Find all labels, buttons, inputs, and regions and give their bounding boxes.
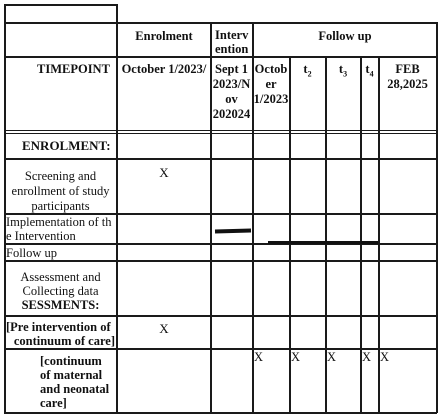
grid-line: [4, 22, 437, 24]
grid-line: [4, 315, 437, 317]
grid-line: [4, 412, 437, 414]
intervention-date-4: 202024: [212, 107, 251, 121]
intervention-date-3: ov: [225, 92, 238, 106]
screening-line2: enrollment of study: [11, 184, 110, 198]
enrolment-header: Enrolment: [135, 29, 193, 43]
screening-line3: participants: [31, 199, 90, 213]
implementation-line2: e Intervention: [6, 229, 76, 243]
grid-line: [4, 158, 437, 160]
grid-line: [4, 130, 437, 131]
intervention-period-bar: [215, 229, 251, 234]
screening-mark: X: [159, 165, 169, 180]
implementation-line1: Implementation of th: [6, 215, 112, 229]
t2-subscript: 2: [307, 69, 312, 79]
continuum-line2: of maternal: [40, 368, 103, 382]
t4-subscript: 4: [369, 69, 374, 79]
followup-date-1: Octob: [254, 62, 288, 76]
assessments-heading: SESSMENTS:: [21, 298, 100, 312]
intervention-date-2: 2023/N: [212, 77, 251, 91]
t3-label: t: [338, 62, 344, 76]
timepoint-t4: [361, 62, 378, 82]
enrolment-heading: ENROLMENT:: [22, 138, 111, 153]
grid-line: [4, 133, 437, 134]
final-date-1: FEB: [395, 62, 420, 76]
continuum-line4: care]: [40, 396, 67, 410]
screening-line1: Screening and: [24, 169, 97, 183]
pre-intervention-line1: [Pre intervention of: [6, 320, 111, 334]
continuum-mark-t3: X: [327, 350, 337, 364]
t2-label: t: [303, 62, 308, 76]
grid-line: [116, 4, 118, 22]
pre-intervention-line2: continuum of care]: [13, 334, 115, 348]
final-date-2: 28,2025: [387, 77, 428, 91]
grid-line: [4, 56, 437, 58]
grid-line: [4, 348, 437, 350]
intervention-header-line1: Interv: [215, 28, 249, 42]
assessment-line1: Assessment and: [20, 270, 101, 284]
continuum-line3: and neonatal: [40, 382, 110, 396]
continuum-mark-t2: X: [291, 350, 301, 364]
continuum-line1: [continuum: [40, 354, 102, 368]
continuum-mark-final: X: [380, 350, 390, 364]
grid-line: [4, 260, 437, 262]
grid-line: [116, 22, 118, 413]
follow-up-period-bar: [268, 241, 378, 244]
continuum-mark-t4: X: [362, 350, 372, 364]
intervention-header-line2: ention: [215, 42, 249, 56]
intervention-date-1: Sept 1: [215, 62, 248, 76]
timepoint-t3: [326, 62, 360, 82]
continuum-mark-followup1: X: [254, 350, 264, 364]
t4-label: t: [365, 62, 370, 76]
timepoint-t2: [290, 62, 325, 82]
t3-subscript: 3: [343, 69, 348, 79]
followup-date-3: 1/2023: [253, 92, 289, 106]
timepoint-label: TIMEPOINT: [37, 62, 110, 76]
pre-intervention-mark: X: [159, 321, 169, 336]
follow-up-label: Follow up: [6, 246, 58, 260]
followup-date-2: er: [265, 77, 277, 91]
grid-line: [436, 22, 438, 413]
enrolment-date: October 1/2023/: [121, 62, 207, 76]
grid-line: [4, 4, 117, 6]
follow-up-header: Follow up: [318, 29, 372, 43]
assessment-line2: Collecting data: [22, 284, 99, 298]
